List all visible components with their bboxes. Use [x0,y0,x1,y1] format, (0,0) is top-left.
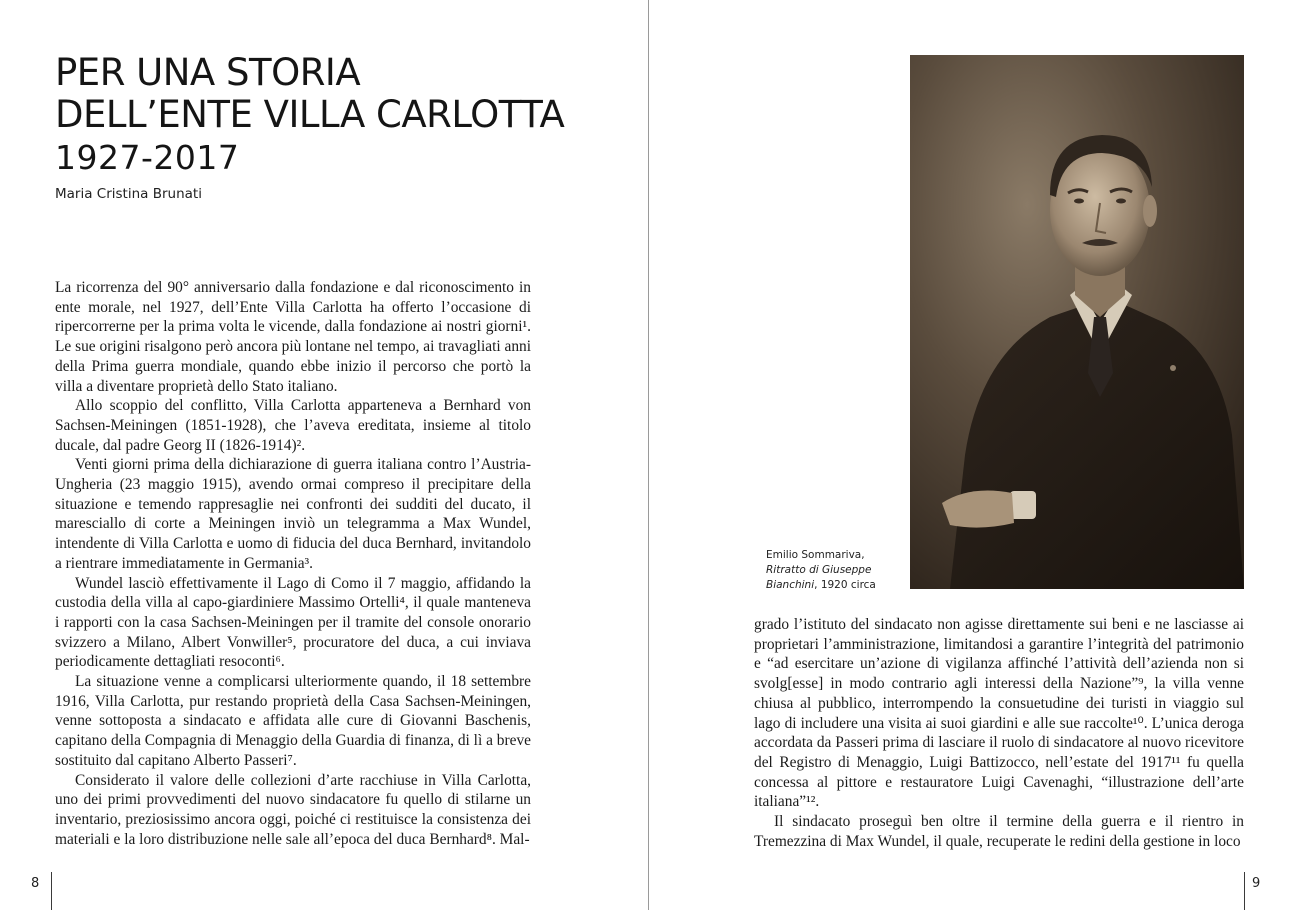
portrait-illustration [910,55,1244,589]
folio-rule-left [51,872,52,910]
author-name: Maria Cristina Brunati [55,186,202,202]
left-column-text [55,278,531,849]
portrait-photo [910,55,1244,589]
page-number-left: 8 [31,876,40,891]
paragraph: La ricorrenza del 90° anniversario dalla fondazione e dal riconoscimento in ente morale, nel 1927, dell’Ente Villa Carlotta ha offerto l’occasione di ripercorrerne per la prima volta le vicende, dalla fondazione ai nostri giorni¹. Le sue origini risalgono però ancora più lontane nel tempo, ai travagliati anni della Prima guerra mondiale, quando ebbe inizio il percorso che portò la villa a diventare proprietà dello Stato italiano. [55,279,531,395]
article-title [55,52,564,180]
folio-rule-right [1244,872,1245,910]
paragraph: Considerato il valore delle collezioni d’arte racchiuse in Villa Carlotta, uno dei primi provvedimenti del nuovo sindacatore fu quello di stilarne un inventario, preziosissimo ancora oggi, poiché ci restituisce la consistenza dei materiali e la loro distribuzione nelle sale all’epoca del duca Bernhard⁸. Mal- [55,771,531,848]
paragraph: grado l’istituto del sindacato non agisse direttamente sui beni e ne lasciasse ai proprietari l’amministrazione, limitandosi a garantire l’integrità del patrimonio e “ad esercitare un’azione di vigilanza affinché l’attività dell’azienda non si svolg[esse] in modo contrario agli interessi della Nazione”⁹, la villa venne chiusa al pubblico, interrompendo la consuetudine dei turisti in viaggio sul lago di includere una visita ai suoi giardini e alle sue raccolte¹⁰. L’unica deroga accordata da Passeri prima di lasciare il ruolo di sindacatore al nuovo ricevitore del Registro di Menaggio, Luigi Battizocco, nell’estate del 1917¹¹ fu quella concessa al pittore e restauratore Luigi Cavenaghi, “illustrazione dell’arte italiana”¹². [754,616,1244,811]
caption-title: Ritratto di Giuseppe Bianchini [766,564,872,591]
paragraph: Venti giorni prima della dichiarazione di guerra italiana contro l’Austria-Ungheria (23 maggio 1915), avendo ormai compreso il precipitare della situazione e temendo rappresaglie nei confronti dei sudditi del ducato, il maresciallo di corte a Meiningen inviò un telegramma a Max Wundel, intendente di Villa Carlotta e uomo di fiducia del duca Bernhard, invitandolo a rientrare immediatamente in Germania³. [55,456,531,572]
page-number-right: 9 [1252,876,1261,891]
right-column-text [754,615,1244,851]
paragraph: Wundel lasciò effettivamente il Lago di Como il 7 maggio, affidando la custodia della villa al capo-giardiniere Massimo Ortelli⁴, il quale manteneva i rapporti con la casa Sachsen-Meiningen per il tramite del console onorario svizzero a Milano, Albert Vonwiller⁵, procuratore del duca, a cui inviava periodicamente dettagliati resoconti⁶. [55,574,531,671]
caption-date: , 1920 circa [814,579,876,591]
spread-divider [648,0,649,910]
paragraph: Il sindacato proseguì ben oltre il termine della guerra e il rientro in Tremezzina di Max Wundel, il quale, recuperate le redini della gestione in loco [754,813,1244,850]
paragraph: La situazione venne a complicarsi ulteriormente quando, il 18 settembre 1916, Villa Carlotta, pur restando proprietà della Casa Sachsen-Meiningen, venne sottoposta a sindacato e affidata alle cure di Giovanni Baschenis, capitano della Compagnia di Menaggio della Guardia di finanza, di lì a breve sostituito dal capitano Alberto Passeri⁷. [55,673,531,769]
caption-photographer: Emilio Sommariva, [766,549,865,561]
paragraph: Allo scoppio del conflitto, Villa Carlotta apparteneva a Bernhard von Sachsen-Meiningen (1851-1928), che l’aveva ereditata, insieme al titolo ducale, dal padre Georg II (1826-1914)². [55,397,531,454]
title-line-1: PER UNA STORIA [55,51,361,94]
photo-caption [766,548,906,593]
title-line-2: DELL’ENTE VILLA CARLOTTA [55,93,565,136]
title-years: 1927-2017 [55,138,240,177]
